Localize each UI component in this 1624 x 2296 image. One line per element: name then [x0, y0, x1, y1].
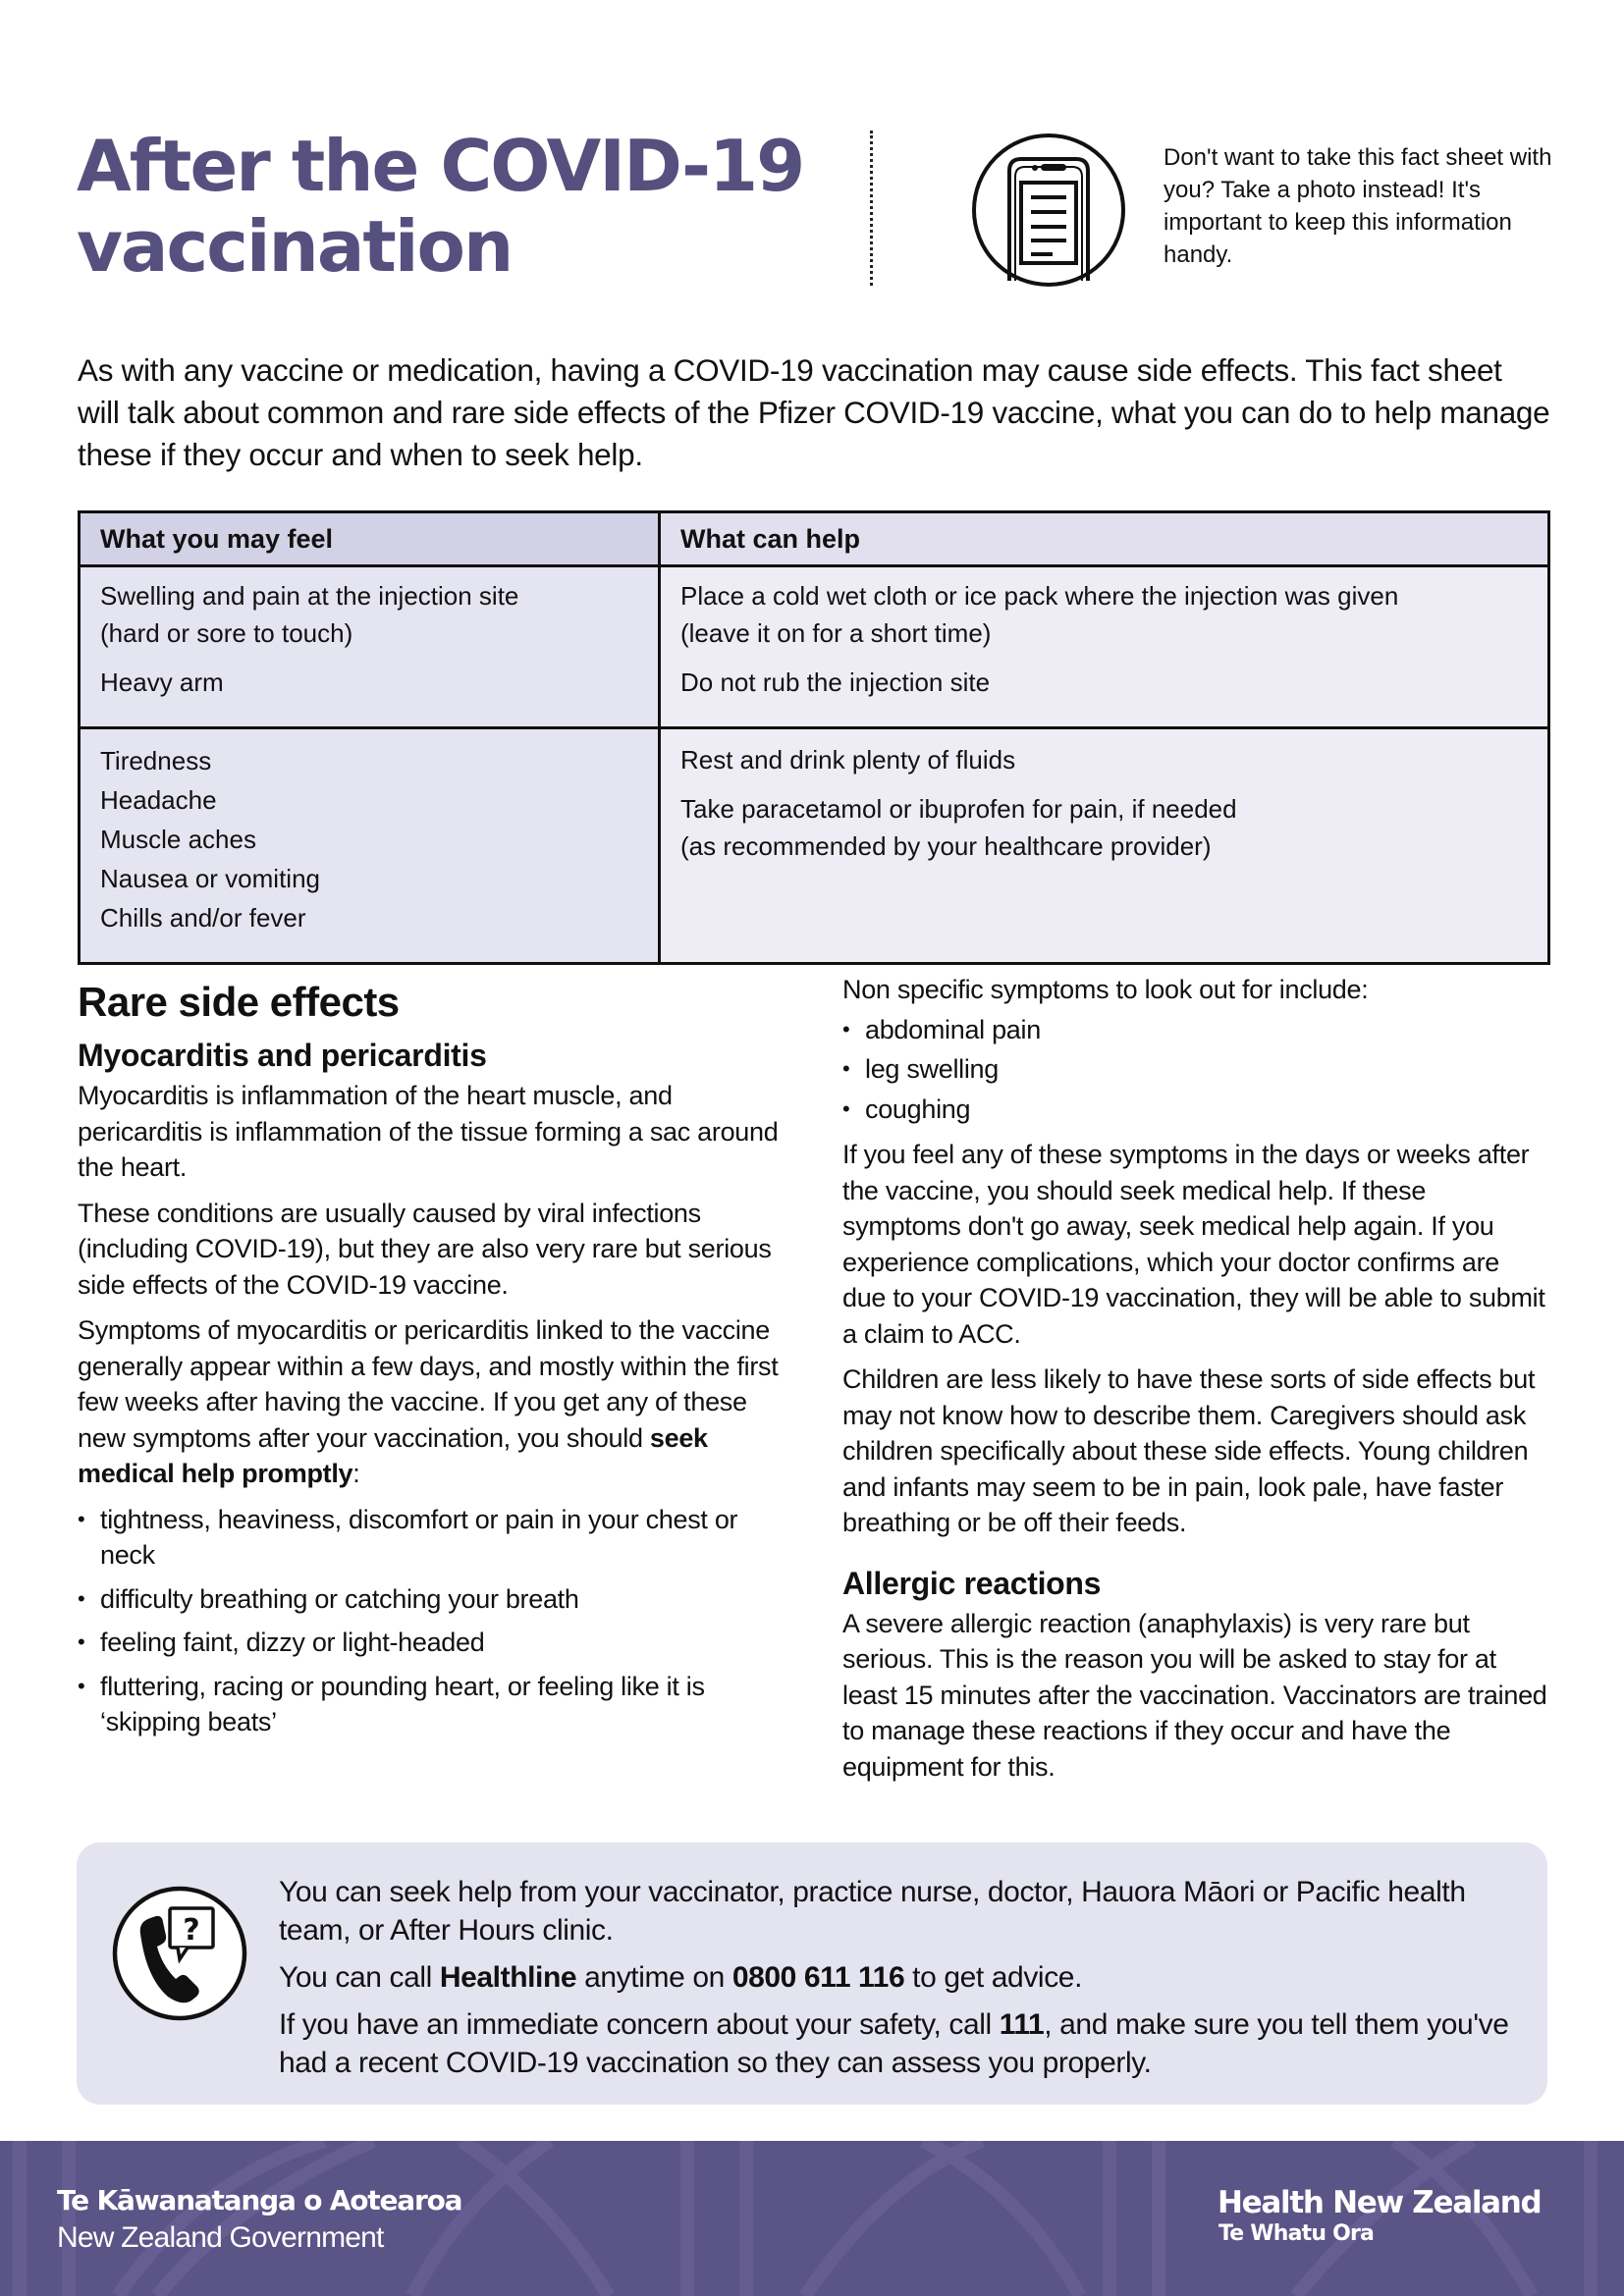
feel-item: Heavy arm	[100, 667, 224, 697]
healthline-name: Healthline	[439, 1961, 577, 1994]
feel-item: Tiredness	[100, 746, 212, 775]
help-item: Rest and drink plenty of fluids	[680, 745, 1016, 774]
symptoms-intro-colon: :	[352, 1459, 360, 1488]
table-cell-help	[660, 566, 1549, 728]
help-item: Take paracetamol or ibuprofen for pain, if needed	[680, 794, 1237, 824]
feel-item: Muscle aches	[100, 825, 256, 854]
list-item: • leg swelling	[842, 1051, 1549, 1088]
myocarditis-symptoms-intro	[78, 1312, 785, 1492]
table-header-help: What can help	[660, 512, 1549, 566]
table-cell-feel	[80, 728, 660, 964]
phone-question-icon	[111, 1885, 248, 2022]
feel-item: Chills and/or fever	[100, 903, 306, 933]
emergency-text: , and make sure you tell them you've had a recent COVID-19 vaccination so they can assess you properly.	[279, 2008, 1509, 2079]
nonspecific-intro: Non specific symptoms to look out for include:	[842, 975, 1369, 1004]
table-cell-feel	[80, 566, 660, 728]
health-nz-logo-maori: Te Whatu Ora	[1218, 2221, 1375, 2246]
table-row	[80, 566, 1549, 728]
government-logo-english: New Zealand Government	[57, 2221, 384, 2254]
help-item: (leave it on for a short time)	[680, 618, 992, 648]
dotted-divider	[870, 131, 873, 286]
myocarditis-causes: These conditions are usually caused by viral infections (including COVID-19), but they are also very rare but serious side effects of the COVID-19 vaccine.	[78, 1198, 772, 1300]
rare-side-effects-heading: Rare side effects	[78, 979, 400, 1025]
list-item: • difficulty breathing or catching your breath	[78, 1581, 785, 1618]
emergency-info	[279, 2005, 1526, 2082]
healthline-text: anytime on	[576, 1961, 732, 1994]
healthline-number[interactable]: 0800 611 116	[731, 1961, 905, 1994]
help-item: (as recommended by your healthcare provider)	[680, 831, 1212, 861]
symptoms-intro-text: Symptoms of myocarditis or pericarditis linked to the vaccine generally appear within a few days, and mostly within the first few weeks after having the vaccine. If you get any of these new symptoms after your vaccination, you should	[78, 1315, 779, 1453]
help-item: Place a cold wet cloth or ice pack where the injection was given	[680, 581, 1399, 611]
table-row	[80, 728, 1549, 964]
healthline-info	[279, 1958, 1526, 1997]
page-title-line-1: After the COVID-19	[77, 125, 804, 207]
page-title-line-2: vaccination	[77, 205, 513, 288]
list-item: • fluttering, racing or pounding heart, or feeling like it is ‘skipping beats’	[78, 1669, 785, 1740]
table-header-feel: What you may feel	[80, 512, 660, 566]
feel-item: Headache	[100, 785, 217, 815]
myocarditis-definition: Myocarditis is inflammation of the heart muscle, and pericarditis is inflammation of the tissue forming a sac around the heart.	[78, 1081, 779, 1182]
healthline-text: to get advice.	[904, 1961, 1083, 1994]
svg-text:?: ?	[183, 1913, 200, 1948]
emergency-number[interactable]: 111	[999, 2008, 1045, 2041]
nonspecific-symptom-list	[842, 1012, 1549, 1128]
health-nz-logo: Health New Zealand	[1218, 2185, 1542, 2220]
children-paragraph: Children are less likely to have these sorts of side effects but may not know how to describe them. Caregivers should ask children specifically about these side effects. Young children and infants may seem to be in pain, look pale, have faster breathing or be off their feeds.	[842, 1364, 1536, 1537]
photo-note: Don't want to take this fact sheet with you? Take a photo instead! It's important to keep this information handy.	[1164, 144, 1552, 268]
help-sources: You can seek help from your vaccinator, practice nurse, doctor, Hauora Māori or Pacific health team, or After Hours clinic.	[279, 1876, 1466, 1947]
intro-paragraph: As with any vaccine or medication, having a COVID-19 vaccination may cause side effects. This fact sheet will talk about common and rare side effects of the Pfizer COVID-19 vaccine, what you can do to help manage these if they occur and when to seek help.	[78, 352, 1550, 472]
rare-side-effects-column-right	[842, 972, 1549, 1794]
table-cell-help	[660, 728, 1549, 964]
government-logo-maori: Te Kāwanatanga o Aotearoa	[57, 2184, 462, 2216]
side-effects-table	[78, 510, 1550, 965]
phone-document-icon	[970, 132, 1127, 289]
list-item: • coughing	[842, 1092, 1549, 1128]
allergic-reactions-heading: Allergic reactions	[842, 1565, 1102, 1601]
table-header-row	[80, 512, 1549, 566]
myocarditis-symptom-list	[78, 1502, 785, 1740]
seek-help-paragraph: If you feel any of these symptoms in the days or weeks after the vaccine, you should seek medical help. If these symptoms don't go away, seek medical help again. If you experience complications, which your doctor confirms are due to your COVID-19 vaccination, they will be able to submit a claim to ACC.	[842, 1140, 1545, 1349]
help-item: Do not rub the injection site	[680, 667, 991, 697]
rare-side-effects-column-left	[78, 972, 785, 1750]
healthline-text: You can call	[279, 1961, 440, 1994]
feel-item: Nausea or vomiting	[100, 864, 320, 893]
help-text	[279, 1873, 1526, 2091]
emergency-text: If you have an immediate concern about your safety, call	[279, 2008, 1000, 2041]
seek-help-emphasis: seek medical help promptly	[78, 1422, 708, 1488]
list-item: • tightness, heaviness, discomfort or pain in your chest or neck	[78, 1502, 785, 1574]
list-item: • abdominal pain	[842, 1012, 1549, 1048]
feel-item: (hard or sore to touch)	[100, 618, 353, 648]
allergic-reactions-paragraph: A severe allergic reaction (anaphylaxis) is very rare but serious. This is the reason you will be asked to stay for at least 15 minutes after the vaccination. Vaccinators are trained to manage these reactions if they occur and have the equipment for this.	[842, 1608, 1547, 1782]
page-title	[77, 126, 842, 287]
list-item: • feeling faint, dizzy or light-headed	[78, 1625, 785, 1661]
feel-item: Swelling and pain at the injection site	[100, 581, 519, 611]
myocarditis-heading: Myocarditis and pericarditis	[78, 1038, 487, 1073]
